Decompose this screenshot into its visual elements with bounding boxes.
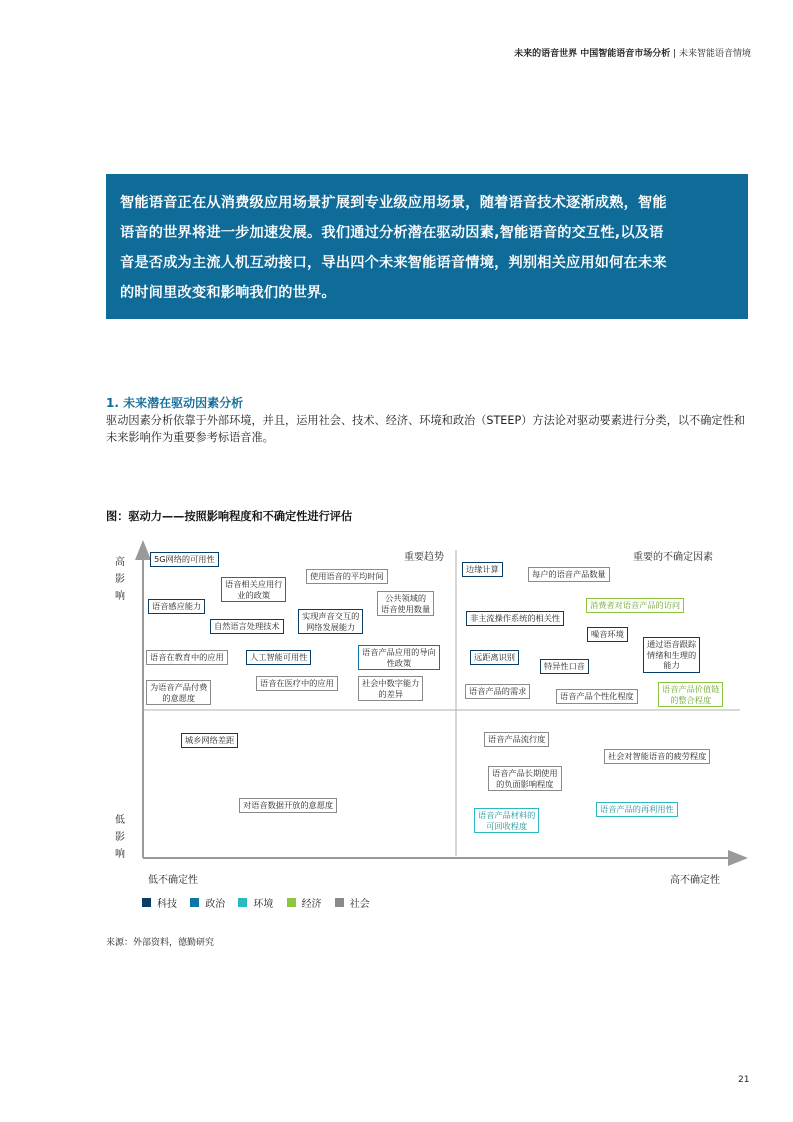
x-high-label: 高不确定性 <box>670 875 720 886</box>
driver-node: 语音相关应用行 业的政策 <box>221 577 286 602</box>
driver-node: 通过语音跟踪 情绪和生理的 能力 <box>643 637 700 673</box>
driver-node: 社会中数字能力 的差异 <box>358 676 423 701</box>
y-high-char: 影 <box>115 574 125 585</box>
legend-item <box>335 895 370 910</box>
legend-item <box>287 895 322 910</box>
legend-item <box>142 895 177 910</box>
y-low-char: 低 <box>115 815 125 826</box>
driver-node: 为语音产品付费 的意愿度 <box>146 680 211 705</box>
driver-node: 5G网络的可用性 <box>150 552 219 567</box>
driver-node: 社会对智能语音的疲劳程度 <box>604 749 710 764</box>
driver-node: 公共领域的 语音使用数量 <box>377 591 434 616</box>
y-low-char: 影 <box>115 832 125 843</box>
y-high-char: 响 <box>115 591 125 602</box>
intro-line: 音是否成为主流人机互动接口，导出四个未来智能语音情境，判别相关应用如何在未来 <box>120 255 667 271</box>
y-low-char: 响 <box>115 849 125 860</box>
x-low-label: 低不确定性 <box>148 875 198 886</box>
driver-node: 人工智能可用性 <box>246 650 311 665</box>
driver-node: 语音产品材料的 可回收程度 <box>474 808 539 833</box>
driver-node: 语音在教育中的应用 <box>146 650 228 665</box>
driver-node: 对语音数据开放的意愿度 <box>239 798 337 813</box>
driver-node: 语音产品的再利用性 <box>596 802 678 817</box>
y-high-char: 高 <box>115 557 125 568</box>
driver-node: 实现声音交互的 网络发展能力 <box>298 609 363 634</box>
y-low-label <box>113 812 127 863</box>
legend-label: 经济 <box>301 899 322 910</box>
driver-node: 语音产品流行度 <box>484 732 549 747</box>
driver-node: 非主流操作系统的相关性 <box>466 611 564 626</box>
legend-swatch <box>287 898 296 907</box>
driver-node: 边缘计算 <box>462 562 503 577</box>
source-note: 来源：外部资料，德勤研究 <box>106 938 215 948</box>
driver-node: 语音在医疗中的应用 <box>256 676 338 691</box>
driver-node: 城乡网络差距 <box>181 733 238 748</box>
legend-label: 环境 <box>253 899 274 910</box>
legend-label: 社会 <box>349 899 370 910</box>
header-subtitle: | 未来智能语音情境 <box>673 49 751 59</box>
driver-node: 语音产品个性化程度 <box>556 689 638 704</box>
driver-node: 语音感应能力 <box>148 599 205 614</box>
driver-node: 每户的语音产品数量 <box>528 567 610 582</box>
legend-swatch <box>238 898 247 907</box>
intro-line: 语音的世界将进一步加速发展。我们通过分析潜在驱动因素,智能语音的交互性,以及语 <box>120 225 664 241</box>
quadrant-label-uncertainties: 重要的不确定因素 <box>633 552 713 563</box>
legend-swatch <box>142 898 151 907</box>
page-number: 21 <box>738 1075 750 1085</box>
driver-node: 使用语音的平均时间 <box>306 569 388 584</box>
legend <box>142 895 380 910</box>
driver-node: 语音产品长期使用 的负面影响程度 <box>488 766 562 791</box>
y-high-label <box>113 554 127 605</box>
driver-node: 特异性口音 <box>540 659 589 674</box>
figure-title: 图：驱动力——按照影响程度和不确定性进行评估 <box>106 510 353 523</box>
intro-line: 智能语音正在从消费级应用场景扩展到专业级应用场景，随着语音技术逐渐成熟，智能 <box>120 195 667 211</box>
header-title: 未来的语音世界 中国智能语音市场分析 <box>514 49 671 59</box>
driver-node: 语音产品的需求 <box>465 684 530 699</box>
driver-node: 自然语言处理技术 <box>210 619 284 634</box>
legend-label: 政治 <box>205 899 226 910</box>
section-body: 驱动因素分析依靠于外部环境，并且，运用社会、技术、经济、环境和政治（STEEP）方法论对驱动要素进行分类，以不确定性和未来影响作为重要参考标语音准。 <box>106 414 745 444</box>
driver-node: 消费者对语音产品的访问 <box>586 598 684 613</box>
legend-swatch <box>190 898 199 907</box>
driver-node: 远距离识别 <box>470 650 519 665</box>
driver-node: 语音产品应用的导向 性政策 <box>358 645 440 670</box>
legend-item <box>190 895 225 910</box>
quadrant-label-trends: 重要趋势 <box>404 552 444 563</box>
legend-item <box>238 895 273 910</box>
section-title: 1. 未来潜在驱动因素分析 <box>106 396 244 410</box>
intro-line: 的时间里改变和影响我们的世界。 <box>120 285 336 301</box>
legend-swatch <box>335 898 344 907</box>
driver-node: 噪音环境 <box>587 627 628 642</box>
driver-node: 语音产品价值链 的整合程度 <box>658 682 723 707</box>
legend-label: 科技 <box>157 899 177 910</box>
